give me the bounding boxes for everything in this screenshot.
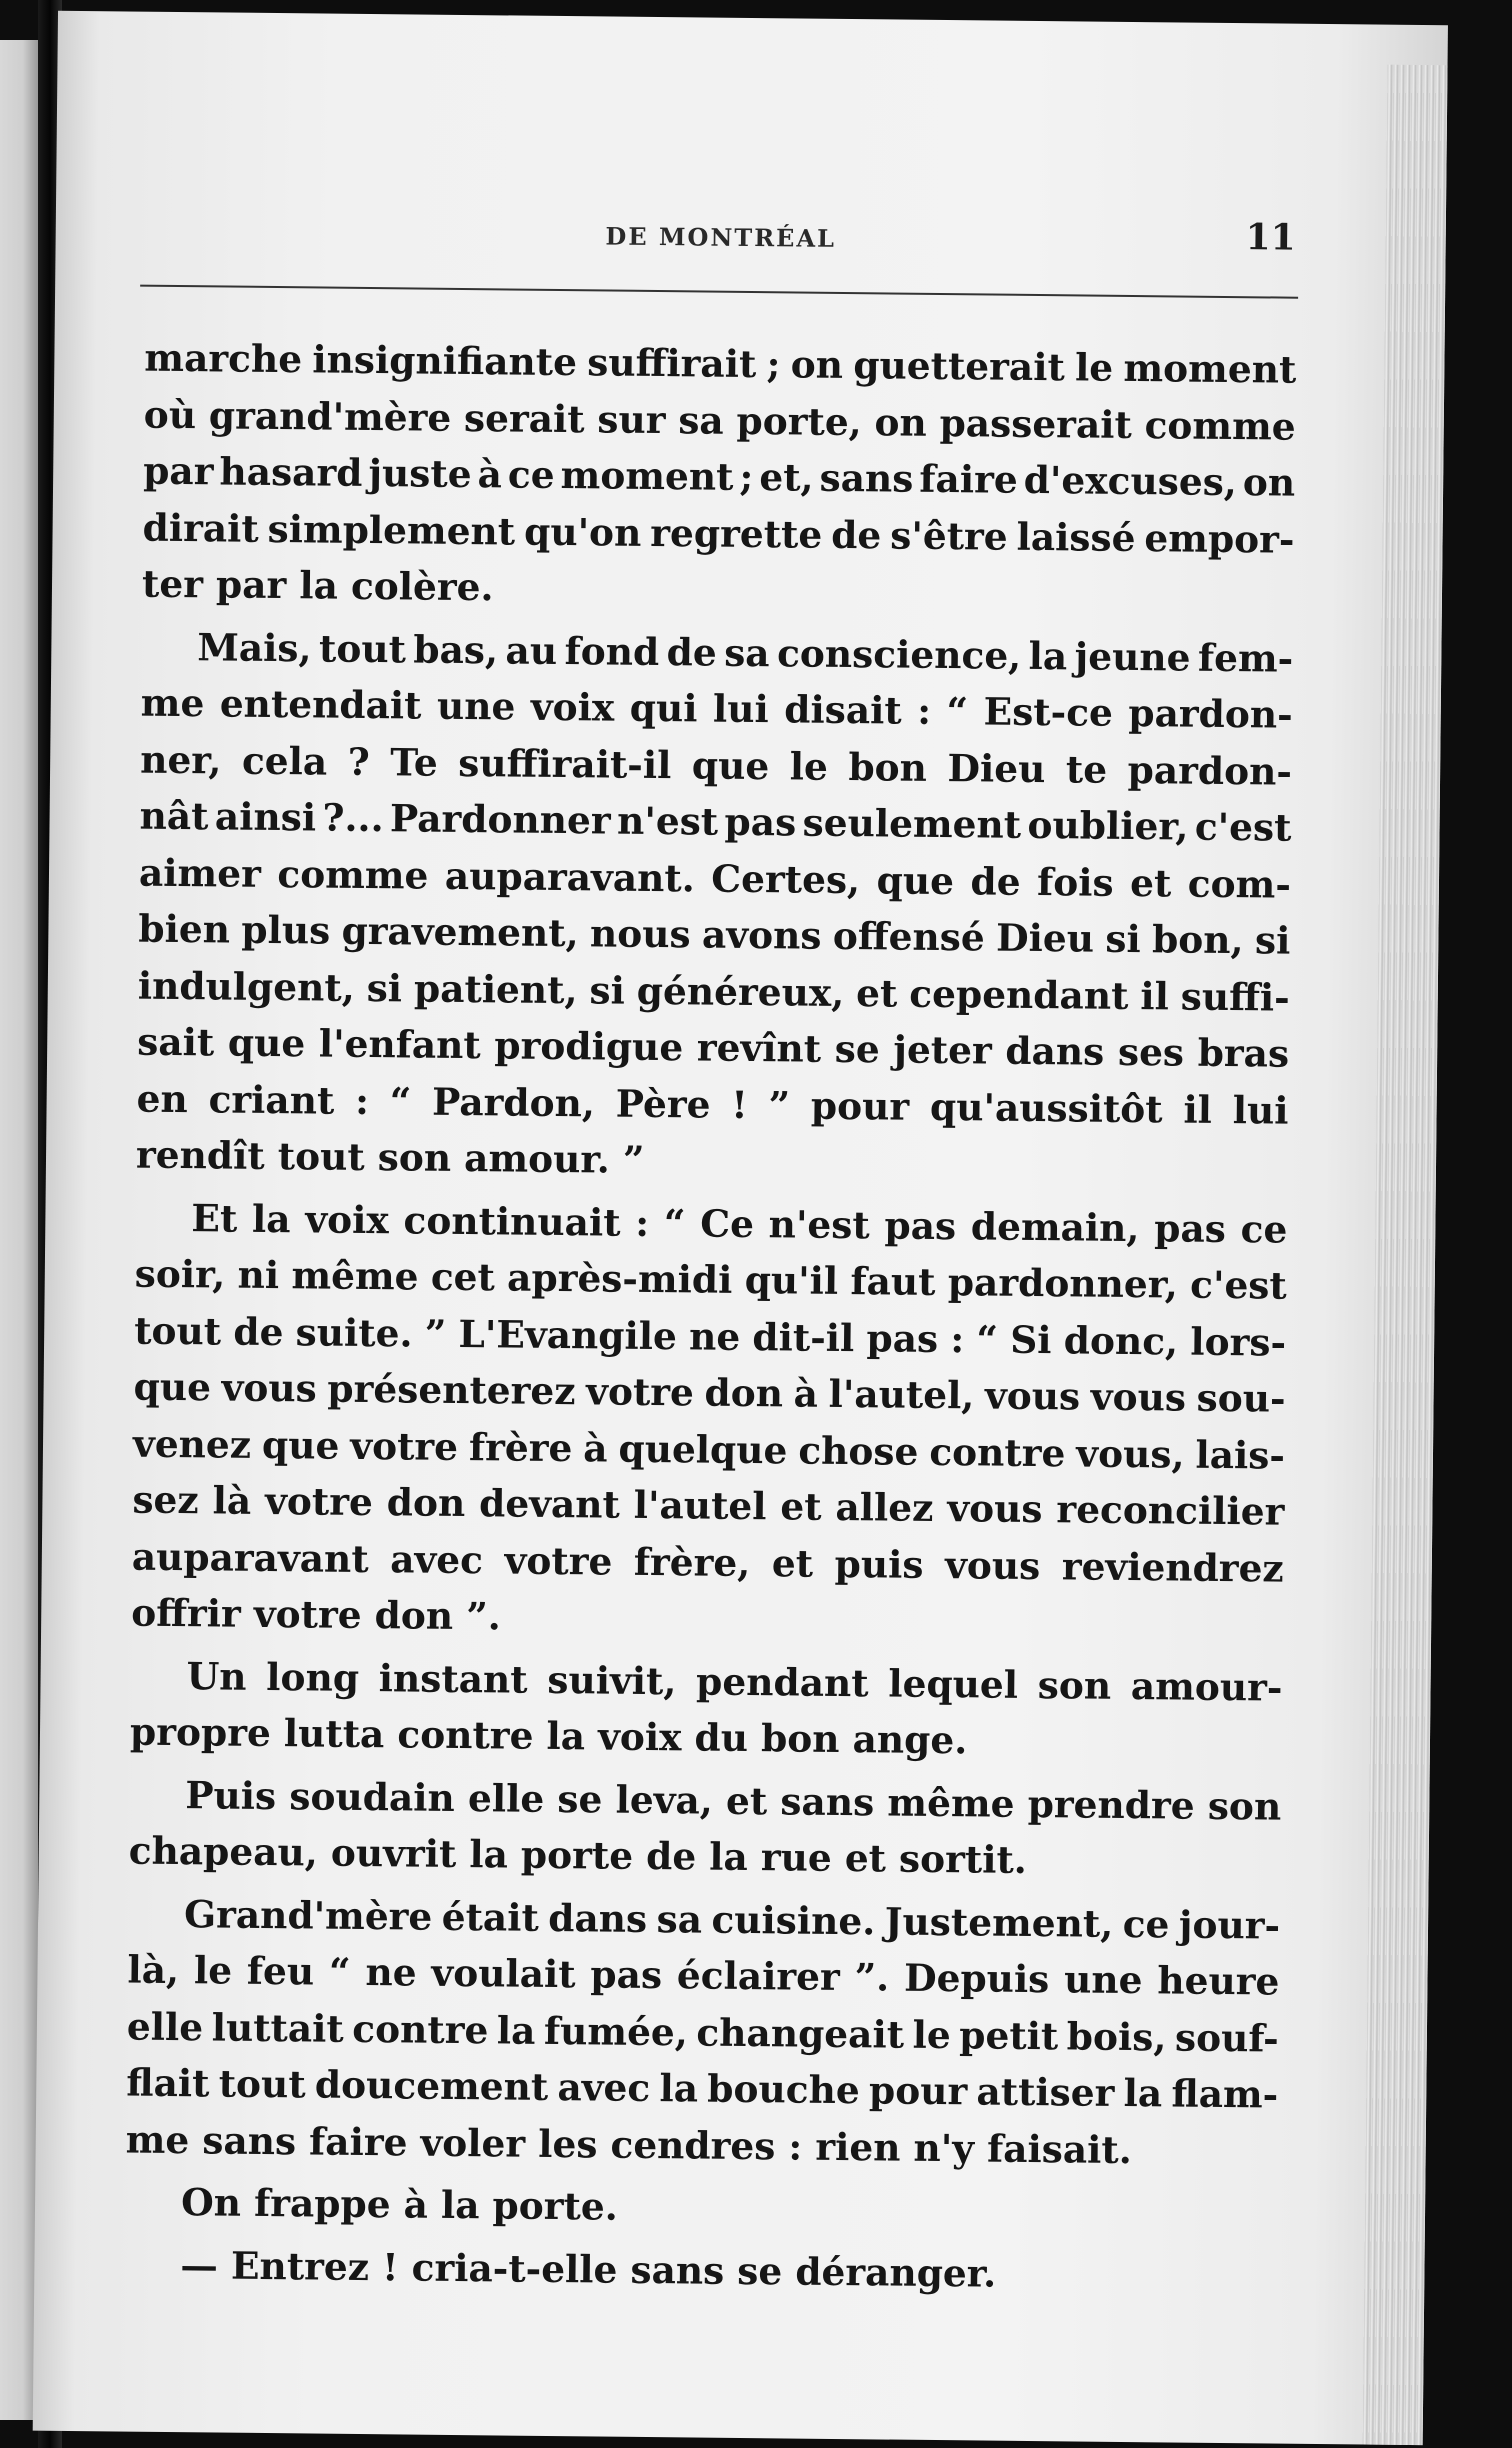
text-line: indulgent, si patient, si généreux, et cependant il suffi- — [137, 963, 1290, 1020]
text-line: que vous présenterez votre don à l'autel, vous vous sou- — [133, 1364, 1286, 1421]
text-line: Mais, tout bas, au fond de sa conscience, la jeune fem- — [197, 624, 1294, 681]
text-line: Et la voix continuait : “ Ce n'est pas demain, pas ce — [191, 1195, 1288, 1252]
text-line: chapeau, ouvrit la porte de la rue et sortit. — [128, 1828, 1028, 1882]
text-line: soir, ni même cet après-midi qu'il faut pardonner, c'est — [134, 1251, 1287, 1308]
text-line: sez là votre don devant l'autel et allez vous reconcilier — [132, 1477, 1285, 1534]
paragraph — [128, 1766, 1281, 1891]
text-line: elle luttait contre la fumée, changeait le petit bois, souf- — [126, 2004, 1279, 2061]
paragraph — [125, 2174, 1278, 2243]
text-line: où grand'mère serait sur sa porte, on passerait comme — [143, 392, 1296, 449]
text-line: ter par la colère. — [141, 561, 494, 610]
book-page — [33, 11, 1448, 2445]
text-line: ner, cela ? Te suffirait-il que le bon Dieu te pardon- — [139, 737, 1293, 794]
text-line: sait que l'enfant prodigue revînt se jeter dans ses bras — [137, 1019, 1290, 1076]
text-line: me entendait une voix qui lui disait : “ Est-ce pardon- — [140, 680, 1293, 737]
text-line: venez que votre frère à quelque chose contre vous, lais- — [132, 1421, 1286, 1478]
facing-page-edge — [0, 40, 38, 2420]
text-line: On frappe à la porte. — [180, 2180, 619, 2229]
text-line: là, le feu “ ne voulait pas éclairer ”. Depuis une heure — [127, 1947, 1280, 2004]
paragraph — [136, 618, 1294, 1195]
paragraph — [125, 1885, 1280, 2180]
paragraph — [131, 1189, 1288, 1653]
text-line: flait tout doucement avec la bouche pour attiser la flam- — [126, 2060, 1279, 2117]
text-line: Un long instant suivit, pendant lequel son amour- — [186, 1653, 1283, 1710]
text-line: en criant : “ Pardon, Père ! ” pour qu'aussitôt il lui — [136, 1076, 1289, 1133]
paragraph — [142, 330, 1297, 625]
text-line: — Entrez ! cria-t-elle sans se déranger. — [180, 2242, 997, 2296]
text-line: aimer comme auparavant. Certes, que de fois et com- — [138, 850, 1292, 907]
text-line: tout de suite. ” L'Evangile ne dit-il pas : “ Si donc, lors- — [133, 1308, 1287, 1365]
text-line: dirait simplement qu'on regrette de s'être laissé empor- — [142, 505, 1295, 562]
page-number: 11 — [1245, 216, 1296, 259]
text-line: me sans faire voler les cendres : rien n'y faisait. — [125, 2117, 1133, 2172]
text-line: marche insignifiante suffirait ; on guetterait le moment — [144, 335, 1297, 392]
text-line: propre lutta contre la voix du bon ange. — [129, 1709, 968, 1763]
page-stack-edge — [1363, 65, 1448, 2445]
text-line: rendît tout son amour. ” — [135, 1132, 645, 1182]
text-line: par hasard juste à ce moment ; et, sans faire d'excuses, on — [142, 448, 1296, 505]
text-line: Puis soudain elle se leva, et sans même prendre son — [185, 1772, 1282, 1829]
text-line: Grand'mère était dans sa cuisine. Justement, ce jour- — [183, 1891, 1281, 1948]
body-text — [124, 330, 1296, 2305]
paragraph — [130, 1647, 1283, 1772]
header-rule — [140, 285, 1298, 299]
page-header — [145, 197, 1296, 269]
text-line: nât ainsi ?... Pardonner n'est pas seulement oublier, c'est — [139, 793, 1292, 850]
text-line: bien plus gravement, nous avons offensé Dieu si bon, si — [138, 906, 1291, 963]
text-line: offrir votre don ”. — [131, 1590, 502, 1639]
text-line: auparavant avec votre frère, et puis vous reviendrez — [131, 1534, 1284, 1591]
running-head: DE MONTRÉAL — [605, 221, 837, 253]
paragraph — [124, 2236, 1277, 2305]
